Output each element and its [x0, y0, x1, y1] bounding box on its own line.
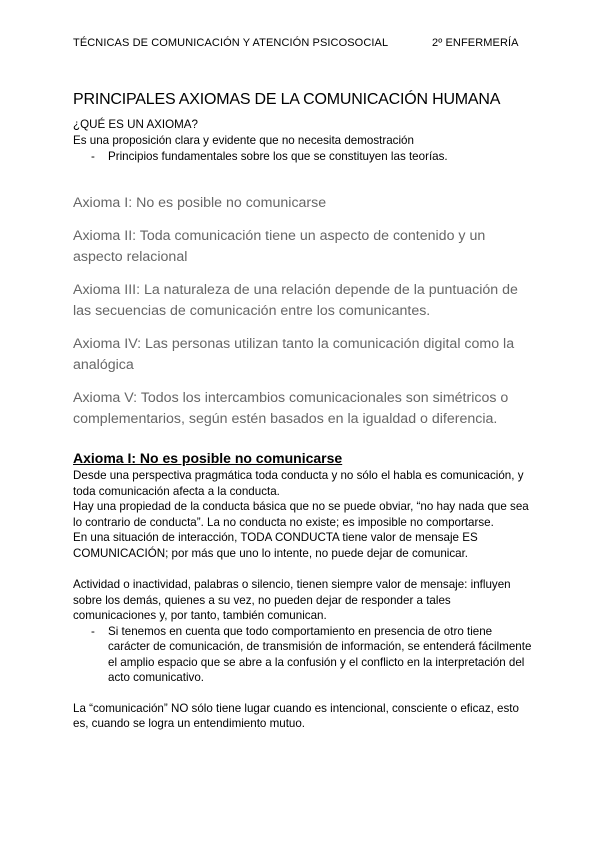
- section-paragraph-4: Actividad o inactividad, palabras o silencio, tienen siempre valor de mensaje: influyen sobre los demás, quienes a su vez, no pueden dejar de responder a tales comunicaciones y, por tanto, también comunican.: [73, 578, 511, 622]
- axiom-3: Axioma III: La naturaleza de una relación depende de la puntuación de las secuencias de comunicación entre los comunicantes.: [73, 282, 518, 319]
- axioms-list: [73, 193, 533, 430]
- section-paragraph-3: En una situación de interacción, TODA CONDUCTA tiene valor de mensaje ES COMUNICACIÓN; por más que uno lo intente, no puede dejar de comunicar.: [73, 531, 478, 560]
- axiom-question: ¿QUÉ ES UN AXIOMA?: [73, 118, 198, 131]
- axiom-4: Axioma IV: Las personas utilizan tanto la comunicación digital como la analógica: [73, 336, 515, 373]
- header-course: 2º ENFERMERÍA: [432, 37, 519, 49]
- section-paragraph-2: Hay una propiedad de la conducta básica que no se puede obviar, “no hay nada que sea lo contrario de conducta”. La no conducta no existe; es imposible no comportarse.: [73, 500, 529, 529]
- definition-bullet: [73, 149, 533, 165]
- bullet-marker: -: [91, 624, 95, 638]
- section-heading: Axioma I: No es posible no comunicarse: [73, 450, 343, 466]
- axiom-2: Axioma II: Toda comunicación tiene un aspecto de contenido y un aspecto relacional: [73, 228, 486, 265]
- page-title: PRINCIPALES AXIOMAS DE LA COMUNICACIÓN HUMANA: [73, 91, 501, 108]
- axiom-definition: Es una proposición clara y evidente que no necesita demostración: [73, 134, 414, 147]
- axiom-5: Axioma V: Todos los intercambios comunicacionales son simétricos o complementarios, según estén basados en la igualdad o diferencia.: [73, 390, 509, 427]
- section-paragraph-1: Desde una perspectiva pragmática toda conducta y no sólo el habla es comunicación, y toda comunicación afecta a la conducta.: [73, 469, 524, 498]
- bullet-text: Si tenemos en cuenta que todo comportamiento en presencia de otro tiene carácter de comunicación, de transmisión de información, se entenderá fácilmente el amplio espacio que se abre a la confusión y el conflicto en la interpretación del acto comunicativo.: [108, 624, 532, 684]
- section-closing: La “comunicación” NO sólo tiene lugar cuando es intencional, consciente o eficaz, esto es, cuando se logra un entendimiento mutuo.: [73, 701, 519, 730]
- axiom-1: Axioma I: No es posible no comunicarse: [73, 195, 327, 211]
- bullet-marker: -: [91, 150, 95, 163]
- header-subject: TÉCNICAS DE COMUNICACIÓN Y ATENCIÓN PSICOSOCIAL: [73, 37, 389, 49]
- section-bullet: [73, 624, 533, 686]
- document-body: [73, 90, 533, 732]
- bullet-text: Principios fundamentales sobre los que se constituyen las teorías.: [108, 150, 448, 163]
